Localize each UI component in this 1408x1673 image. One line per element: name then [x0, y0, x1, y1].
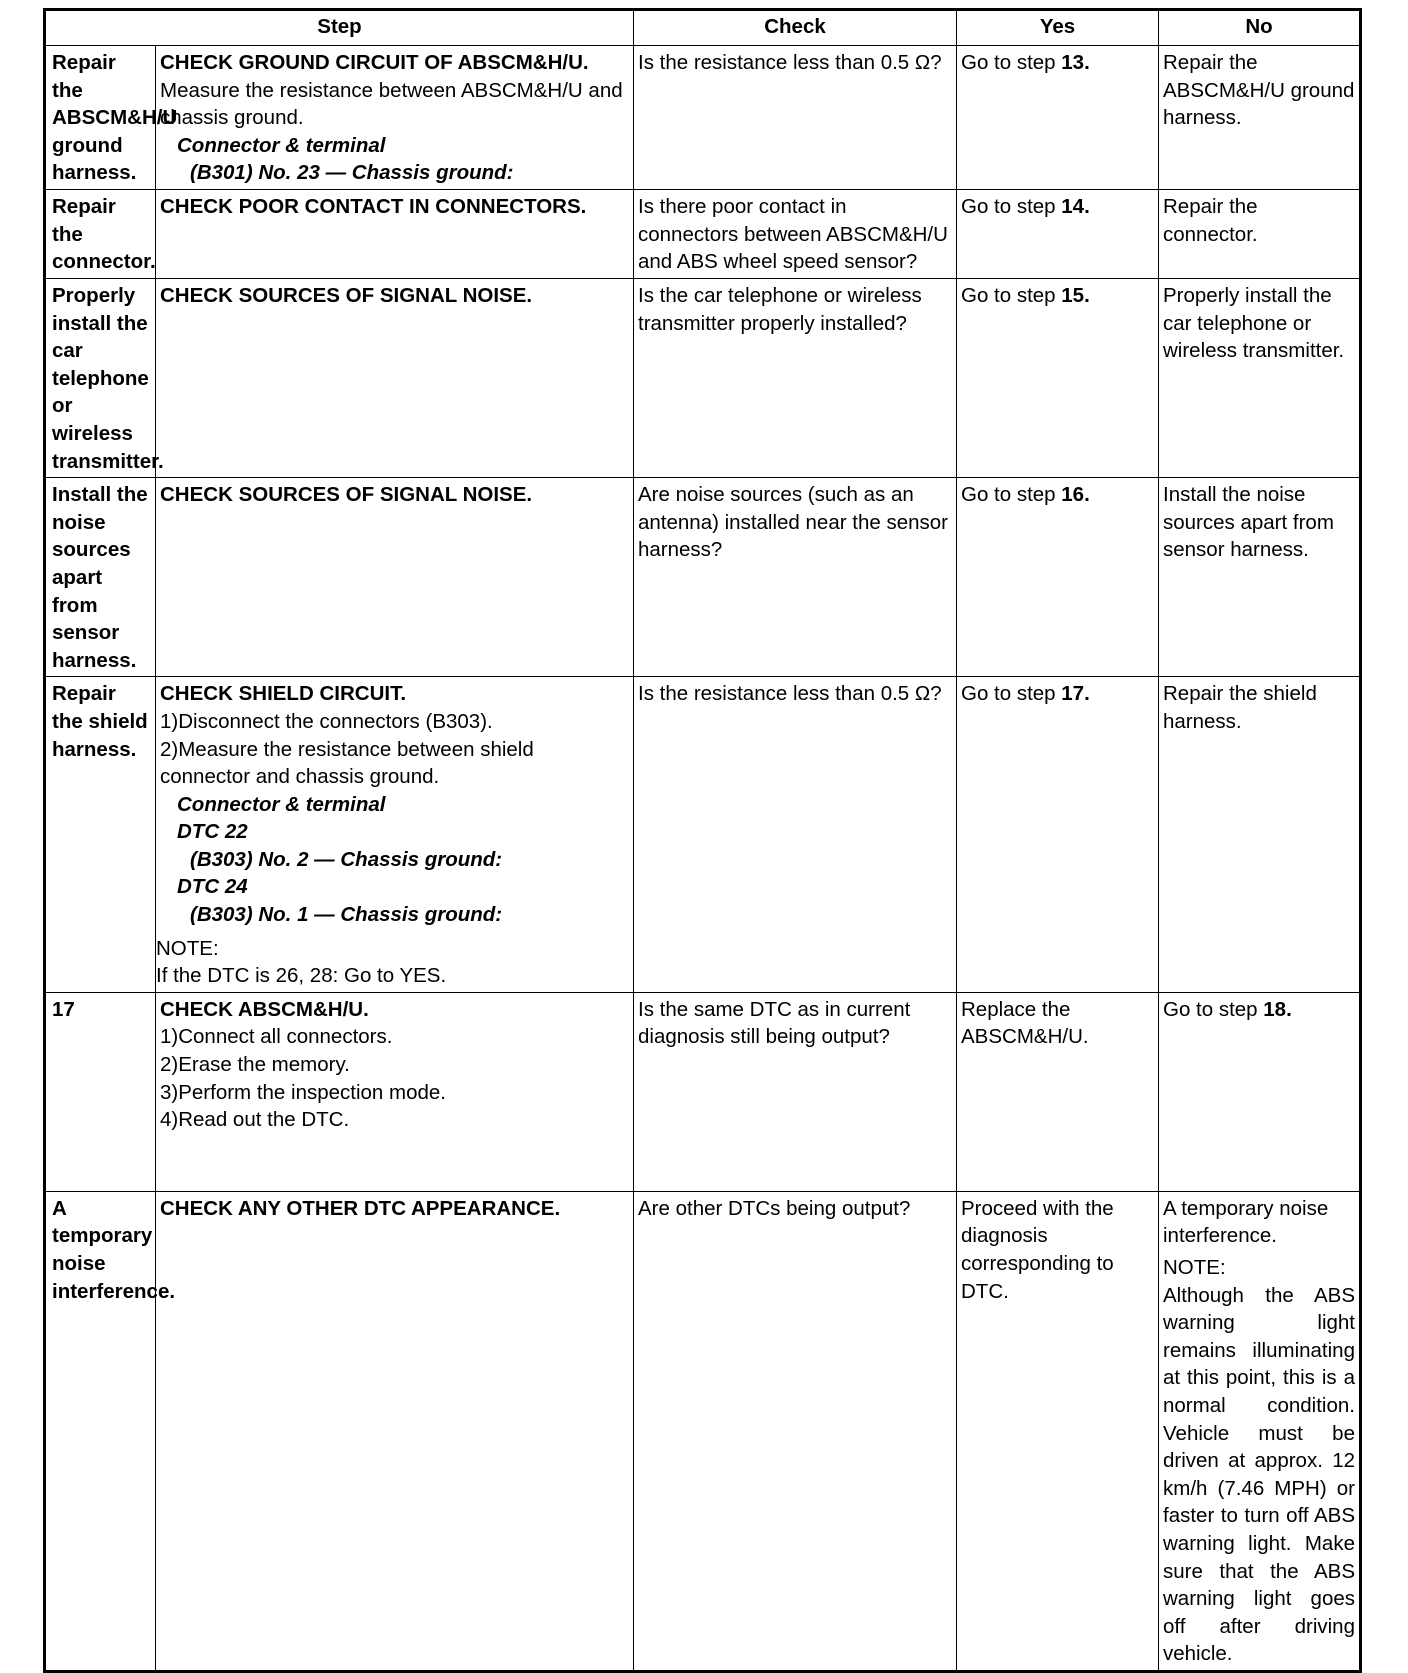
yes-step-ref: 17. [1061, 682, 1090, 706]
yes-step-ref: 15. [1061, 284, 1090, 307]
header-step: Step [45, 10, 634, 46]
yes-step-ref: 16. [1061, 483, 1090, 507]
no-cell: Properly install the car telephone or wireless transmitter. [1159, 279, 1361, 478]
procedure-step: 2)Measure the resistance between shield connector and chassis ground. [160, 737, 534, 789]
table-row [45, 992, 1361, 1191]
step-number: A temporary noise interference. [45, 1191, 156, 1671]
step-number: Properly install the car telephone or wireless transmitter. [45, 279, 156, 478]
procedure-step: 3)Perform the inspection mode. [160, 1080, 446, 1104]
step-title: CHECK SOURCES OF SIGNAL NOISE. [160, 284, 533, 307]
yes-cell: Replace the ABSCM&H/U. [957, 992, 1159, 1191]
table-row [45, 478, 1361, 677]
table-row [45, 190, 1361, 279]
yes-cell [957, 677, 1159, 993]
no-cell: Repair the ABSCM&H/U ground harness. [1159, 46, 1361, 190]
check-cell: Are other DTCs being output? [634, 1191, 957, 1671]
check-cell: Is the resistance less than 0.5 Ω? [634, 46, 957, 190]
connector-value: (B303) No. 1 — Chassis ground: [190, 903, 503, 927]
step-title: CHECK ABSCM&H/U. [160, 997, 369, 1021]
yes-text: Go to step [961, 483, 1062, 507]
step-content [156, 1191, 634, 1671]
check-cell: Is the car telephone or wireless transmitter properly installed? [634, 279, 957, 478]
table-row [45, 279, 1361, 478]
yes-step-ref: 14. [1061, 195, 1090, 218]
step-number: Repair the shield harness. [45, 677, 156, 993]
connector-value: (B303) No. 2 — Chassis ground: [190, 847, 503, 871]
table-row [45, 46, 1361, 190]
procedure-step: 1)Connect all connectors. [160, 1025, 393, 1049]
step-number: 17 [45, 992, 156, 1191]
yes-cell [957, 190, 1159, 279]
note-text: Although the ABS warning light remains illuminating at this point, this is a normal condition. Vehicle must be driven at approx. 12 km/h (7.46 MPH) or faster to turn off ABS warning light. Make sure that the ABS warning light goes off after driving vehicle. [1163, 1283, 1355, 1666]
step-title: CHECK POOR CONTACT IN CONNECTORS. [160, 195, 587, 218]
header-yes: Yes [957, 10, 1159, 46]
dtc-label: DTC 24 [177, 875, 248, 899]
table-row [45, 1191, 1361, 1671]
yes-text: Go to step [961, 284, 1062, 307]
yes-text: Go to step [961, 51, 1062, 74]
no-text: A temporary noise interference. [1163, 1196, 1329, 1248]
step-number: Install the noise sources apart from sensor harness. [45, 478, 156, 677]
connector-value: (B301) No. 23 — Chassis ground: [190, 161, 514, 185]
step-content [156, 992, 634, 1191]
no-cell: Install the noise sources apart from sensor harness. [1159, 478, 1361, 677]
no-step-ref: 18. [1263, 997, 1292, 1021]
header-check: Check [634, 10, 957, 46]
no-cell [1159, 1191, 1361, 1671]
connector-label: Connector & terminal [177, 792, 386, 816]
no-cell [1159, 992, 1361, 1191]
check-cell: Is the same DTC as in current diagnosis still being output? [634, 992, 957, 1191]
table-row [45, 677, 1361, 993]
header-row [45, 10, 1361, 46]
note-text: If the DTC is 26, 28: Go to YES. [156, 964, 447, 988]
yes-cell [957, 478, 1159, 677]
step-content [156, 46, 634, 190]
yes-text: Go to step [961, 682, 1062, 706]
diagnostic-table [43, 8, 1362, 1673]
step-description: Measure the resistance between ABSCM&H/U and chassis ground. [160, 78, 623, 130]
step-content [156, 190, 634, 279]
step-content [156, 478, 634, 677]
check-cell: Is there poor contact in connectors between ABSCM&H/U and ABS wheel speed sensor? [634, 190, 957, 279]
step-title: CHECK GROUND CIRCUIT OF ABSCM&H/U. [160, 51, 589, 74]
step-title: CHECK ANY OTHER DTC APPEARANCE. [160, 1196, 561, 1220]
no-cell: Repair the shield harness. [1159, 677, 1361, 993]
yes-cell [957, 46, 1159, 190]
check-cell: Is the resistance less than 0.5 Ω? [634, 677, 957, 993]
check-cell: Are noise sources (such as an antenna) installed near the sensor harness? [634, 478, 957, 677]
step-title: CHECK SHIELD CIRCUIT. [160, 682, 407, 706]
step-title: CHECK SOURCES OF SIGNAL NOISE. [160, 483, 533, 507]
step-content [156, 677, 634, 993]
step-number: Repair the connector. [45, 190, 156, 279]
procedure-step: 4)Read out the DTC. [160, 1108, 350, 1132]
procedure-step: 1)Disconnect the connectors (B303). [160, 709, 493, 733]
yes-cell [957, 279, 1159, 478]
header-no: No [1159, 10, 1361, 46]
note-label: NOTE: [1163, 1256, 1226, 1280]
step-content [156, 279, 634, 478]
note-label: NOTE: [156, 936, 219, 960]
yes-cell: Proceed with the diagnosis corresponding to DTC. [957, 1191, 1159, 1671]
step-number: Repair the ABSCM&H/U ground harness. [45, 46, 156, 190]
dtc-label: DTC 22 [177, 820, 248, 844]
yes-text: Go to step [961, 195, 1062, 218]
connector-label: Connector & terminal [177, 133, 386, 157]
no-cell: Repair the connector. [1159, 190, 1361, 279]
yes-step-ref: 13. [1061, 51, 1090, 74]
procedure-step: 2)Erase the memory. [160, 1053, 350, 1077]
no-text: Go to step [1163, 997, 1264, 1021]
